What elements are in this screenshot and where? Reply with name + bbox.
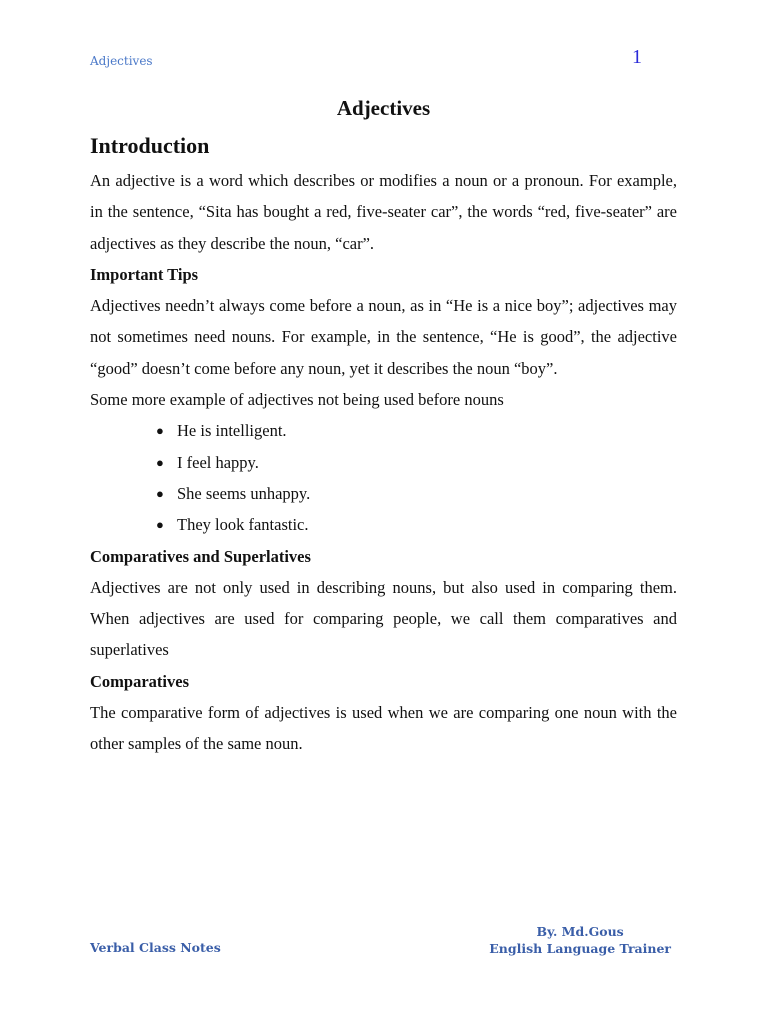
- list-item: [156, 509, 677, 540]
- bullet-icon: ●: [156, 454, 164, 470]
- list-item: [156, 478, 677, 509]
- introduction-heading: Introduction: [90, 133, 210, 158]
- list-item-text: I feel happy.: [177, 452, 259, 472]
- list-item-text: She seems unhappy.: [177, 483, 311, 503]
- comparatives-paragraph: The comparative form of adjectives is used when we are comparing one noun with the other samples of the same noun.: [90, 703, 677, 754]
- comparatives-superlatives-heading: Comparatives and Superlatives: [90, 546, 311, 566]
- introduction-paragraph: An adjective is a word which describes or modifies a noun or a pronoun. For example, in the sentence, “Sita has bought a red, five-seater car”, the words “red, five-seater” are adjectives as they describe the noun, “car”.: [90, 171, 677, 253]
- document-title: Adjectives: [336, 96, 431, 120]
- important-tips-paragraph: Adjectives needn’t always come before a noun, as in “He is a nice boy”; adjectives may not sometimes need nouns. For example, in the sentence, “He is good”, the adjective “good” doesn’t come before any noun, yet it describes the noun “boy”.: [90, 296, 677, 378]
- comparatives-superlatives-paragraph: Adjectives are not only used in describing nouns, but also used in comparing them. When adjectives are used for comparing people, we call them comparatives and superlatives: [90, 577, 677, 660]
- bullet-icon: ●: [156, 517, 164, 533]
- page-number: 1: [632, 46, 642, 68]
- footer-course-name: Verbal Class Notes: [90, 940, 221, 955]
- document-body: [90, 93, 677, 760]
- comparatives-heading: Comparatives: [90, 671, 189, 691]
- important-tips-heading: Important Tips: [90, 264, 199, 284]
- list-item: [156, 415, 677, 446]
- footer-author: By. Md.Gous: [536, 924, 624, 939]
- bullet-icon: ●: [156, 423, 164, 439]
- footer-author-block: [489, 923, 671, 957]
- footer-role: English Language Trainer: [489, 941, 671, 956]
- list-item: [156, 447, 677, 478]
- header-title: Adjectives: [90, 54, 153, 68]
- examples-list: [90, 415, 677, 540]
- examples-intro: Some more example of adjectives not being used before nouns: [90, 390, 504, 410]
- bullet-icon: ●: [156, 485, 164, 501]
- list-item-text: He is intelligent.: [177, 421, 287, 441]
- list-item-text: They look fantastic.: [177, 515, 309, 535]
